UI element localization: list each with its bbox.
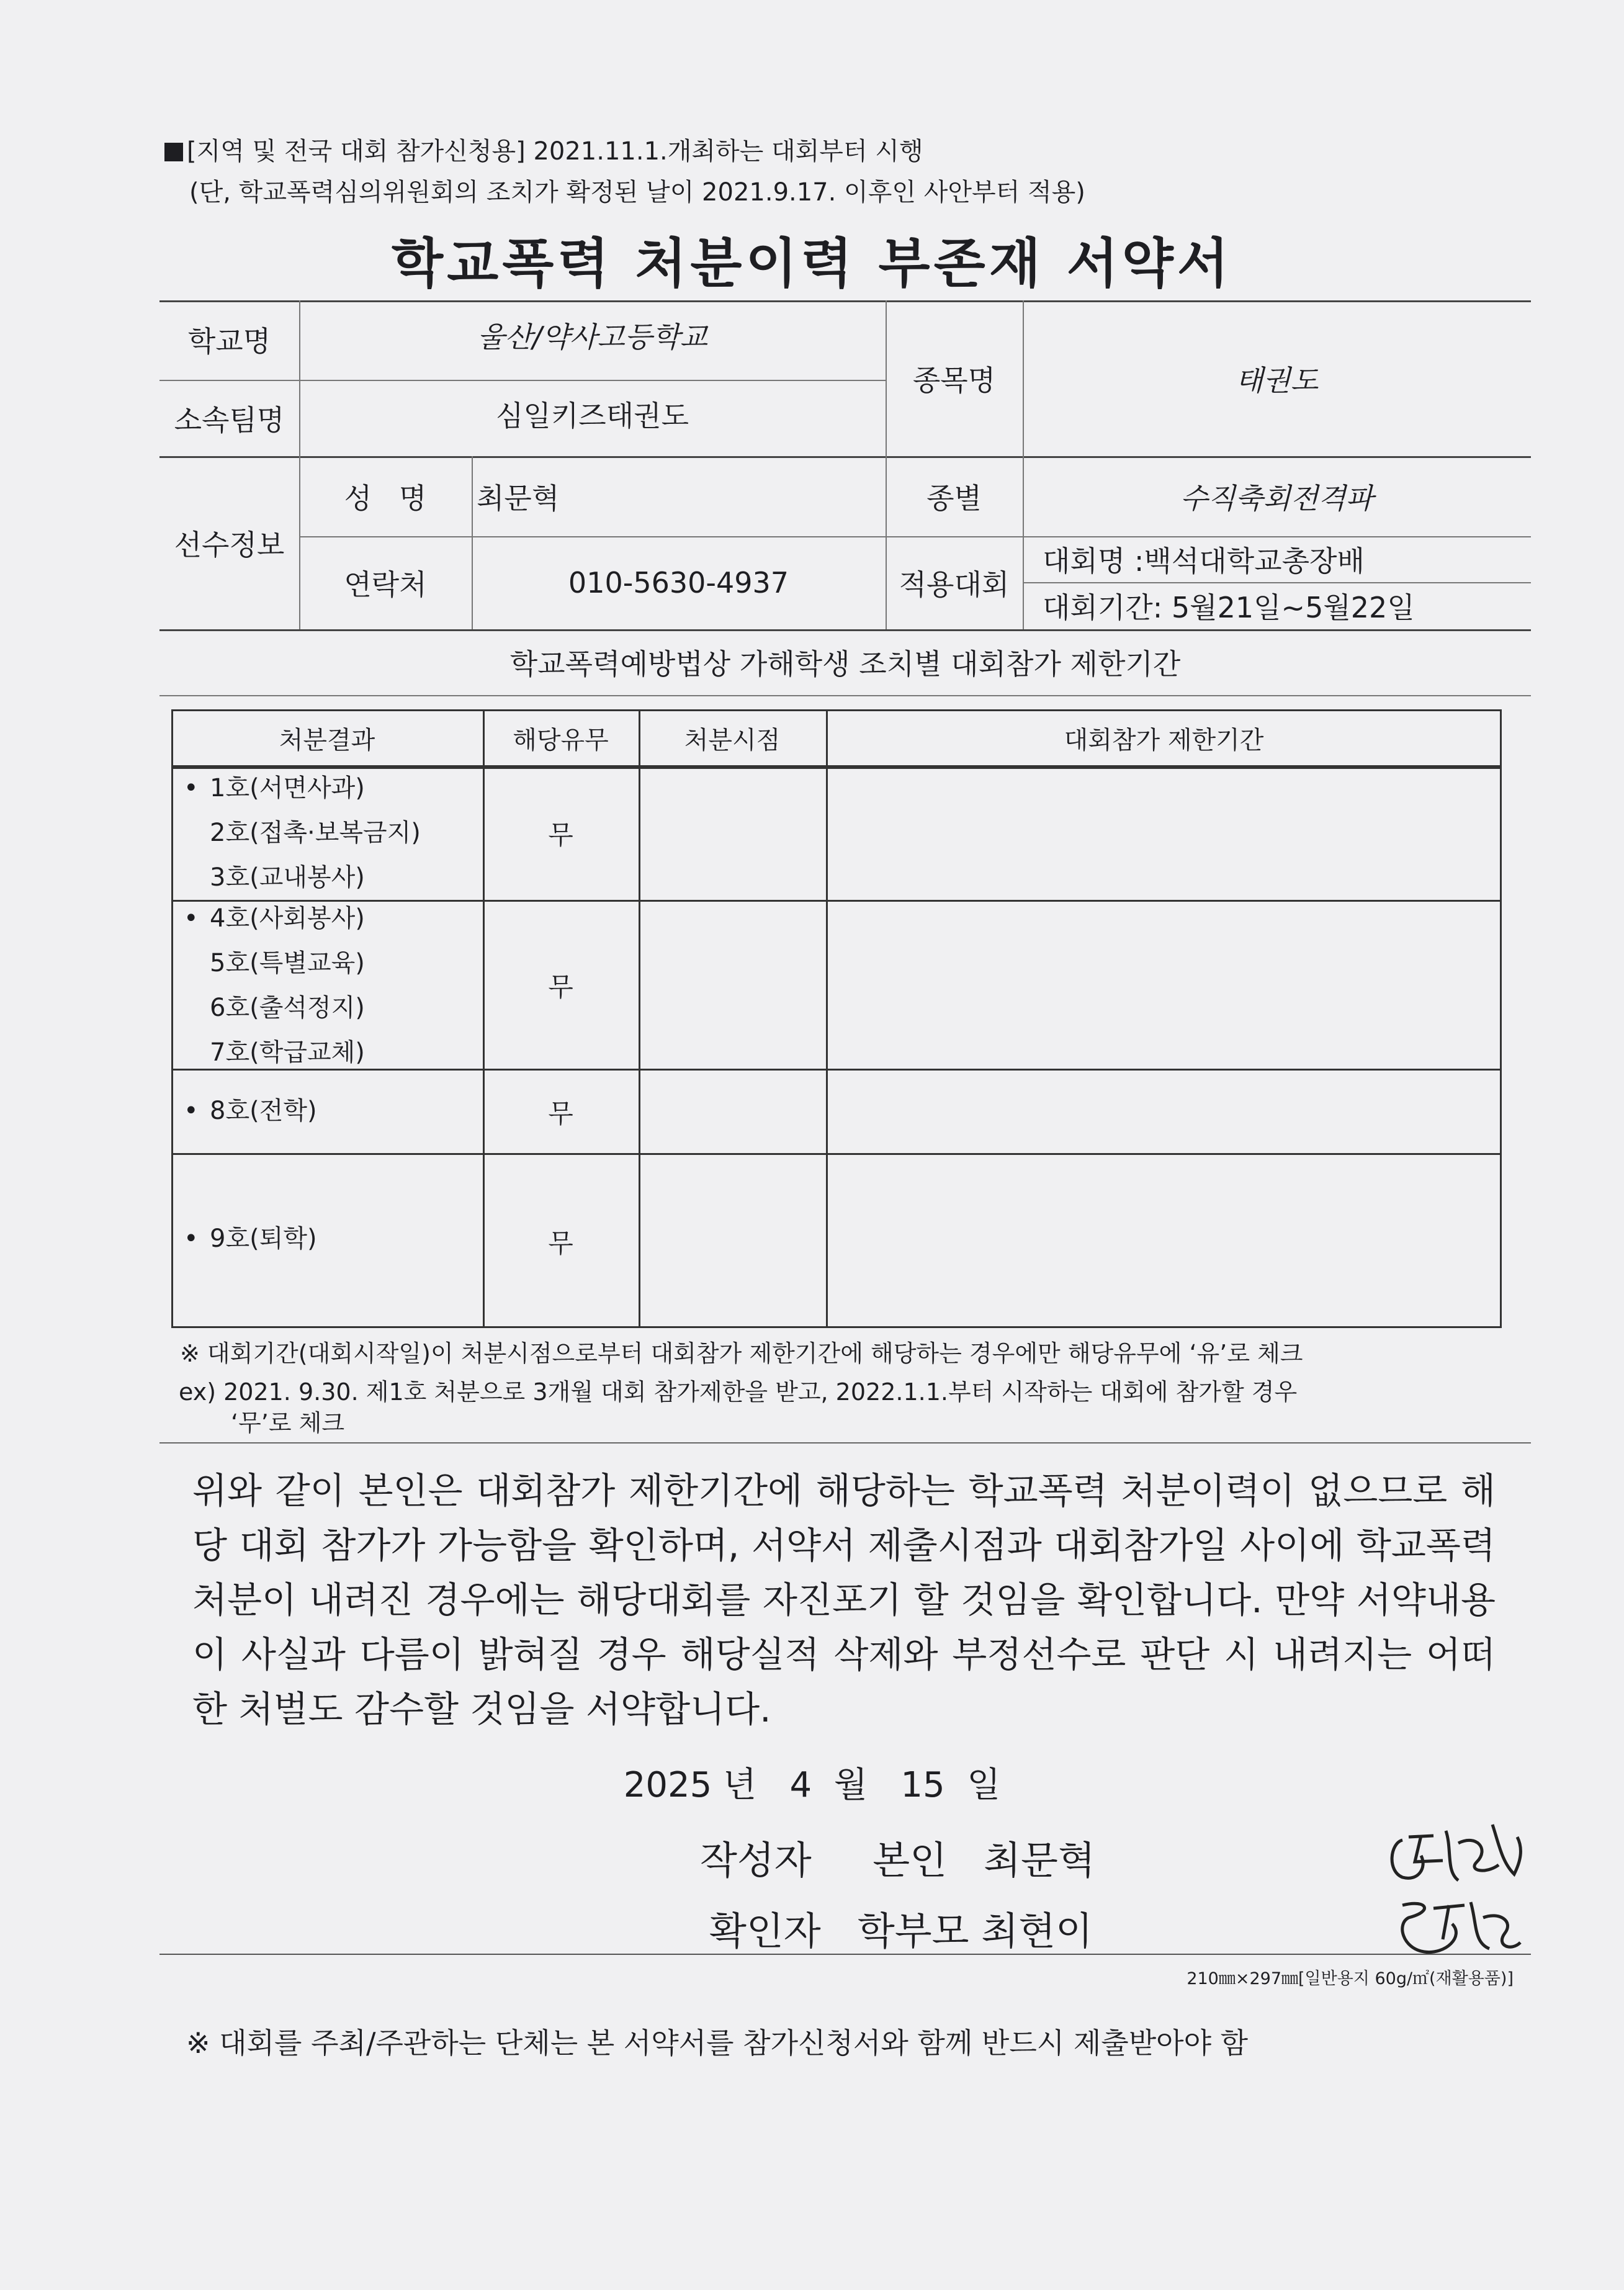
category-label: 종별 [926,481,982,515]
notice-text-1: [지역 및 전국 대회 참가신청용] 2021.11.1.개최하는 대회부터 시행 [187,137,923,166]
header-applies: 해당유무 [513,726,609,755]
event-period: 대회기간: 5월21일~5월22일 [1043,591,1415,624]
header-time: 처분시점 [684,726,781,755]
bullet-icon: • [184,904,199,933]
restriction-heading: 학교폭력예방법상 가해학생 조치별 대회참가 제한기간 [509,647,1181,681]
pledge-text: 위와 같이 본인은 대회참가 제한기간에 해당하는 학교폭력 처분이력이 없으므로 해당 대회 참가가 가능함을 확인하며, 서약서 제출시점과 대회참가일 사이에 학교폭력 처분이 내려진 경우에는 해당대회를 자진포기 할 것임을 확인합니다. 만약 서약내용이 사실과 다름이 밝혀질 경우 해당실적 삭제와 부정선수로 판단 시 내려지는 어떠한 처벌도 감수할 것임을 서약합니다. [192,1470,1496,1730]
writer-relation: 본인 [873,1838,948,1883]
table-row [184,766,421,900]
event-name: 대회명 :백석대학교총장배 [1043,544,1365,578]
team-label: 소속팀명 [174,403,285,437]
notice-line-1 [164,132,923,167]
writer-signature [1384,1812,1533,1893]
category-value: 수직축회전격파 [1180,481,1374,515]
writer-role: 작성자 [700,1838,812,1883]
list-item: • 8호(전학) [184,1089,317,1133]
row-3-applies: 무 [548,1098,573,1129]
date-day-unit: 일 [967,1765,1001,1805]
note-2: ex) 2021. 9.30. 제1호 처분으로 3개월 대회 참가제한을 받고, 2022.1.1.부터 시작하는 대회에 참가할 경우 [179,1378,1298,1406]
note-1: ※ 대회기간(대회시작일)이 처분시점으로부터 대회참가 제한기간에 해당하는 경우에만 해당유무에 ‘유’로 체크 [180,1340,1303,1367]
notice-line-2: (단, 학교폭력심의위원회의 조치가 확정된 날이 2021.9.17. 이후인 사안부터 적용) [189,178,1085,207]
confirmer-line [709,1900,1093,1955]
list-item: 5호(특별교육) [210,949,365,977]
row-1-applies: 무 [548,820,573,850]
writer-line [700,1830,1095,1885]
school-value: 울산/약사고등학교 [477,320,707,354]
note-3: ‘무’로 체크 [231,1409,345,1437]
list-item: 2호(접촉·보복금지) [210,819,421,847]
contact-value: 010-5630-4937 [568,566,789,599]
confirmer-name: 최현이 [981,1908,1093,1954]
page-title: 학교폭력 처분이력 부존재 서약서 [392,233,1232,295]
writer-name: 최문혁 [984,1838,1095,1883]
bullet-icon: • [184,1224,199,1253]
list-item: 7호(학급교체) [210,1038,365,1067]
row-2-applies: 무 [548,971,573,1002]
list-item: • 4호(사회봉사) [184,896,365,941]
date-month-unit: 월 [833,1765,868,1805]
confirmer-signature [1390,1887,1527,1961]
school-label: 학교명 [187,325,271,358]
date-year-unit: 년 [723,1765,757,1805]
name-label: 성 명 [344,481,427,515]
date-month: 4 [789,1765,812,1805]
date-day: 15 [900,1765,945,1805]
bullet-icon: • [184,774,199,802]
date-year: 2025 [623,1765,712,1805]
header-restriction-period: 대회참가 제한기간 [1064,726,1264,755]
contact-label: 연락처 [344,568,427,601]
row-4-applies: 무 [548,1228,573,1259]
list-item: 3호(교내봉사) [210,863,365,892]
footer-note: ※ 대회를 주최/주관하는 단체는 본 서약서를 참가신청서와 함께 반드시 제출받아야 함 [186,2026,1249,2060]
square-bullet-icon [164,143,183,161]
event-label: 적용대회 [899,568,1010,601]
header-result: 처분결과 [279,726,375,755]
name-value: 최문혁 [477,481,560,515]
team-value: 심일키즈태권도 [495,399,689,433]
confirmer-relation: 학부모 [857,1908,969,1954]
bullet-icon: • [184,1097,199,1125]
table-row [184,1216,317,1261]
table-row [184,1089,317,1133]
list-item: • 9호(퇴학) [184,1216,317,1261]
confirmer-role: 확인자 [709,1908,821,1954]
table-row [184,896,365,1075]
date-line [0,1758,1624,1807]
player-info-label: 선수정보 [174,528,285,562]
paper-spec: 210㎜×297㎜[일반용지 60g/㎡(재활용품)] [1187,1969,1514,1988]
sport-label: 종목명 [912,363,996,397]
sport-value: 태권도 [1235,363,1319,397]
list-item: 6호(출석정지) [210,994,365,1022]
list-item: • 1호(서면사과) [184,766,421,810]
